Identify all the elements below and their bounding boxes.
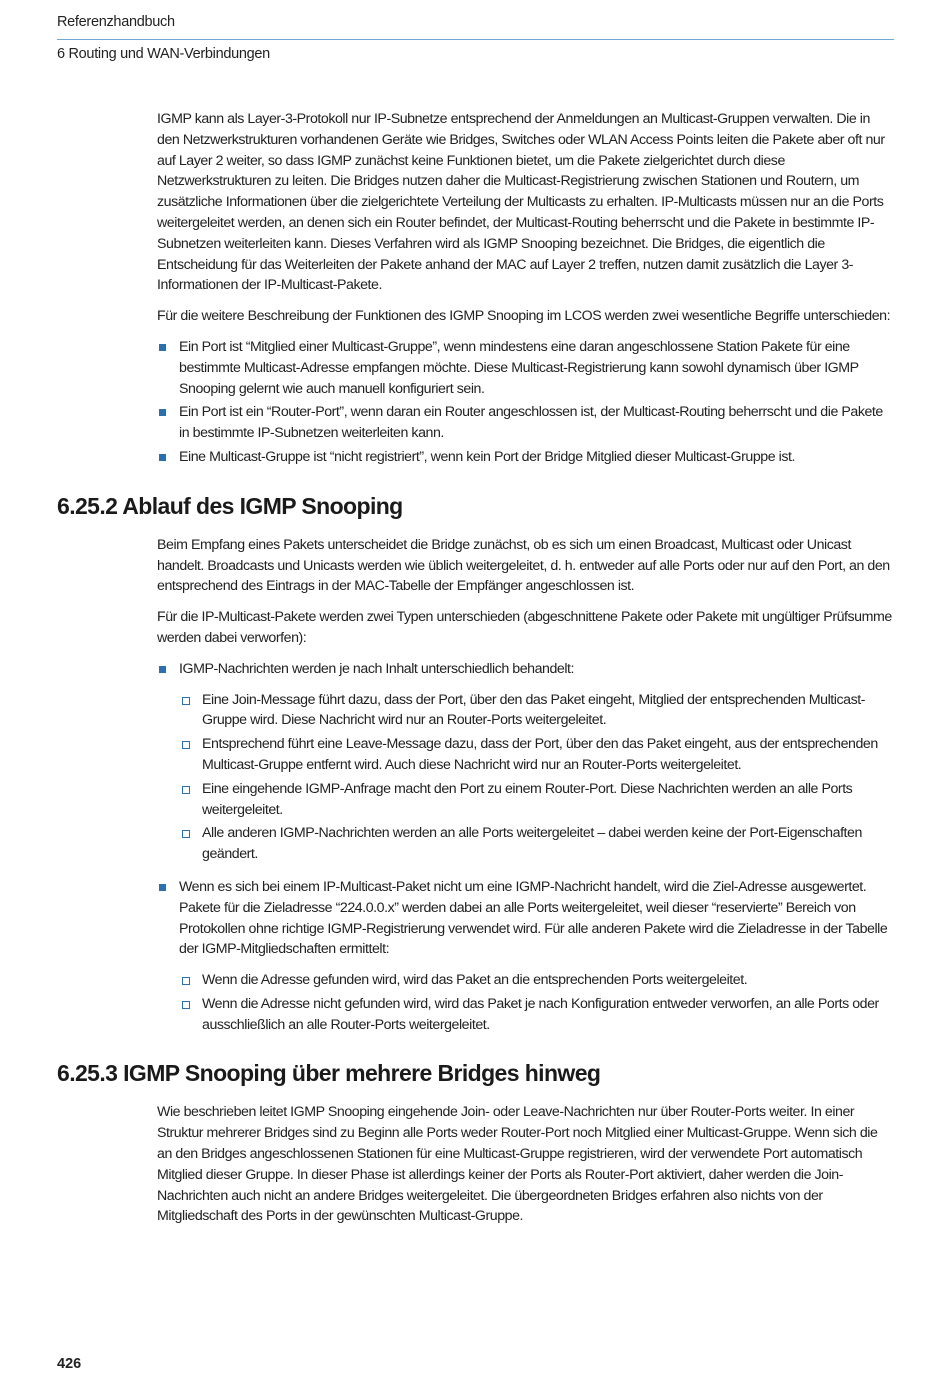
square-bullet-icon [159,344,166,351]
packet-types-list [157,659,894,1036]
running-header-title: Referenzhandbuch [57,14,175,30]
destination-address-sublist [179,970,894,1035]
square-bullet-icon [159,454,166,461]
sublist-item [179,690,894,732]
square-bullet-icon [159,409,166,416]
sublist-item-text: Eine eingehende IGMP-Anfrage macht den Port zu einem Router-Port. Diese Nachrichten werden an alle Ports weitergeleitet. [202,780,853,818]
list-item [157,877,894,1036]
list-item-text: IGMP-Nachrichten werden je nach Inhalt unterschiedlich behandelt: [179,660,575,677]
list-item-text: Eine Multicast-Gruppe ist “nicht registriert”, wenn kein Port der Bridge Mitglied dieser Multicast-Gruppe ist. [179,448,795,465]
section-heading-ablauf: 6.25.2 Ablauf des IGMP Snooping [57,492,403,519]
list-item [157,447,894,468]
sublist-item-text: Wenn die Adresse gefunden wird, wird das Paket an die entsprechenden Ports weitergeleitet. [202,972,748,989]
hollow-square-bullet-icon [182,977,190,985]
hollow-square-bullet-icon [182,697,190,705]
header-divider [57,39,894,40]
sublist-item-text: Wenn die Adresse nicht gefunden wird, wird das Paket je nach Konfiguration entweder verworfen, an alle Ports oder ausschließlich an alle Router-Ports weitergeleitet. [202,995,879,1033]
intro-terms-paragraph: Für die weitere Beschreibung der Funktionen des IGMP Snooping im LCOS werden zwei wesentliche Begriffe unterschieden: [157,308,891,325]
list-item-text: Ein Port ist “Mitglied einer Multicast-Gruppe”, wenn mindestens eine daran angeschlossene Station Pakete für eine bestimmte Multicast-Adresse empfangen möchte. Diese Multicast-Registrierung kann sowohl dynamisch über IGMP Snooping gelernt wie auch manuell konfiguriert sein. [179,338,859,397]
list-item-text: Ein Port ist ein “Router-Port”, wenn daran ein Router angeschlossen ist, der Multicast-Routing beherrscht und die Pakete in bestimmte IP-Subnetzen weiterleiten kann. [179,404,883,442]
hollow-square-bullet-icon [182,741,190,749]
list-item [157,402,894,444]
sublist-item [179,734,894,776]
hollow-square-bullet-icon [182,786,190,794]
section-paragraph: Beim Empfang eines Pakets unterscheidet die Bridge zunächst, ob es sich um einen Broadcast, Multicast oder Unicast handelt. Broadcasts und Unicasts werden wie üblich weitergeleitet, d. h. entweder auf alle Ports oder nur auf den Port, an den entsprechend des Eintrags in der MAC-Tabelle der Empfänger angeschlossen ist. [157,536,890,595]
sublist-item [179,779,894,821]
list-item-text: Wenn es sich bei einem IP-Multicast-Paket nicht um eine IGMP-Nachricht handelt, wird die Ziel-Adresse ausgewertet. Pakete für die Zieladresse “224.0.0.x” werden dabei an alle Ports weitergeleitet, weil dieser “reservierte” Bereich von Protokollen ohne richtige IGMP-Registrierung verwendet wird. Für alle anderen Pakete wird die Zieladresse in der Tabelle der IGMP-Mitgliedschaften ermittelt: [179,878,888,958]
main-content [57,109,894,1237]
sublist-item-text: Alle anderen IGMP-Nachrichten werden an alle Ports weitergeleitet – dabei werden keine der Port-Eigenschaften geändert. [202,825,862,863]
chapter-title: 6 Routing und WAN-Verbindungen [57,46,270,62]
page-number: 426 [57,1356,82,1372]
hollow-square-bullet-icon [182,1001,190,1009]
sublist-item [179,994,894,1036]
list-item [157,659,894,865]
sublist-item-text: Eine Join-Message führt dazu, dass der Port, über den das Paket eingeht, Mitglied der entsprechenden Multicast-Gruppe wird. Diese Nachricht wird nur an Router-Ports weitergeleitet. [202,691,865,729]
intro-paragraph: IGMP kann als Layer-3-Protokoll nur IP-Subnetze entsprechend der Anmeldungen an Multicast-Gruppen verwalten. Die in den Netzwerkstrukturen vorhandenen Geräte wie Bridges, Switches oder WLAN Access Points leiten die Pakete aber oft nur auf Layer 2 weiter, so dass IGMP zunächst keine Funktionen bietet, um die Pakete zielgerichtet durch diese Netzwerkstrukturen zu leiten. Die Bridges nutzen daher die Multicast-Registrierung zwischen Stationen und Routern, um zusätzliche Informationen über die zielgerichtete Verteilung der Multicasts zu erhalten. IP-Multicasts müssen nur an die Ports weitergeleitet werden, an denen sich ein Router befindet, der Multicast-Routing beherrscht und die Pakete in bestimmte IP-Subnetzen weiterleiten kann. Dieses Verfahren wird als IGMP Snooping bezeichnet. Die Bridges, die eigentlich die Entscheidung für das Weiterleiten der Pakete anhand der MAC auf Layer 2 treffen, nutzen damit zusätzlich die Layer 3-Informationen der IP-Multicast-Pakete. [157,111,885,294]
igmp-message-sublist [179,690,894,865]
section-paragraph: Wie beschrieben leitet IGMP Snooping eingehende Join- oder Leave-Nachrichten nur über Router-Ports weiter. In einer Struktur mehrerer Bridges sind zu Beginn alle Ports weder Router-Port noch Mitglied einer Multicast-Gruppe. Wenn sich die an den Bridges angeschlossenen Stationen für eine Multicast-Gruppe registrieren, wird der verwendete Port automatisch Mitglied dieser Gruppe. In dieser Phase ist allerdings keiner der Ports als Router-Port aktiviert, daher werden die Join-Nachrichten auch nicht an andere Bridges weitergeleitet. Die übergeordneten Bridges erfahren also nichts von der Mitgliedschaft des Ports in der gewünschten Multicast-Gruppe. [157,1104,878,1225]
section-heading-multiple-bridges: 6.25.3 IGMP Snooping über mehrere Bridges hinweg [57,1060,601,1087]
hollow-square-bullet-icon [182,830,190,838]
section-paragraph: Für die IP-Multicast-Pakete werden zwei Typen unterschieden (abgeschnittene Pakete oder Pakete mit ungültiger Prüfsumme werden dabei verworfen): [157,609,892,646]
list-item [157,337,894,399]
terms-list [157,337,894,468]
sublist-item [179,970,894,991]
square-bullet-icon [159,666,166,673]
square-bullet-icon [159,884,166,891]
sublist-item-text: Entsprechend führt eine Leave-Message dazu, dass der Port, über den das Paket eingeht, aus der entsprechenden Multicast-Gruppe entfernt wird. Auch diese Nachricht wird nur an Router-Ports weitergeleitet. [202,736,878,773]
sublist-item [179,823,894,865]
